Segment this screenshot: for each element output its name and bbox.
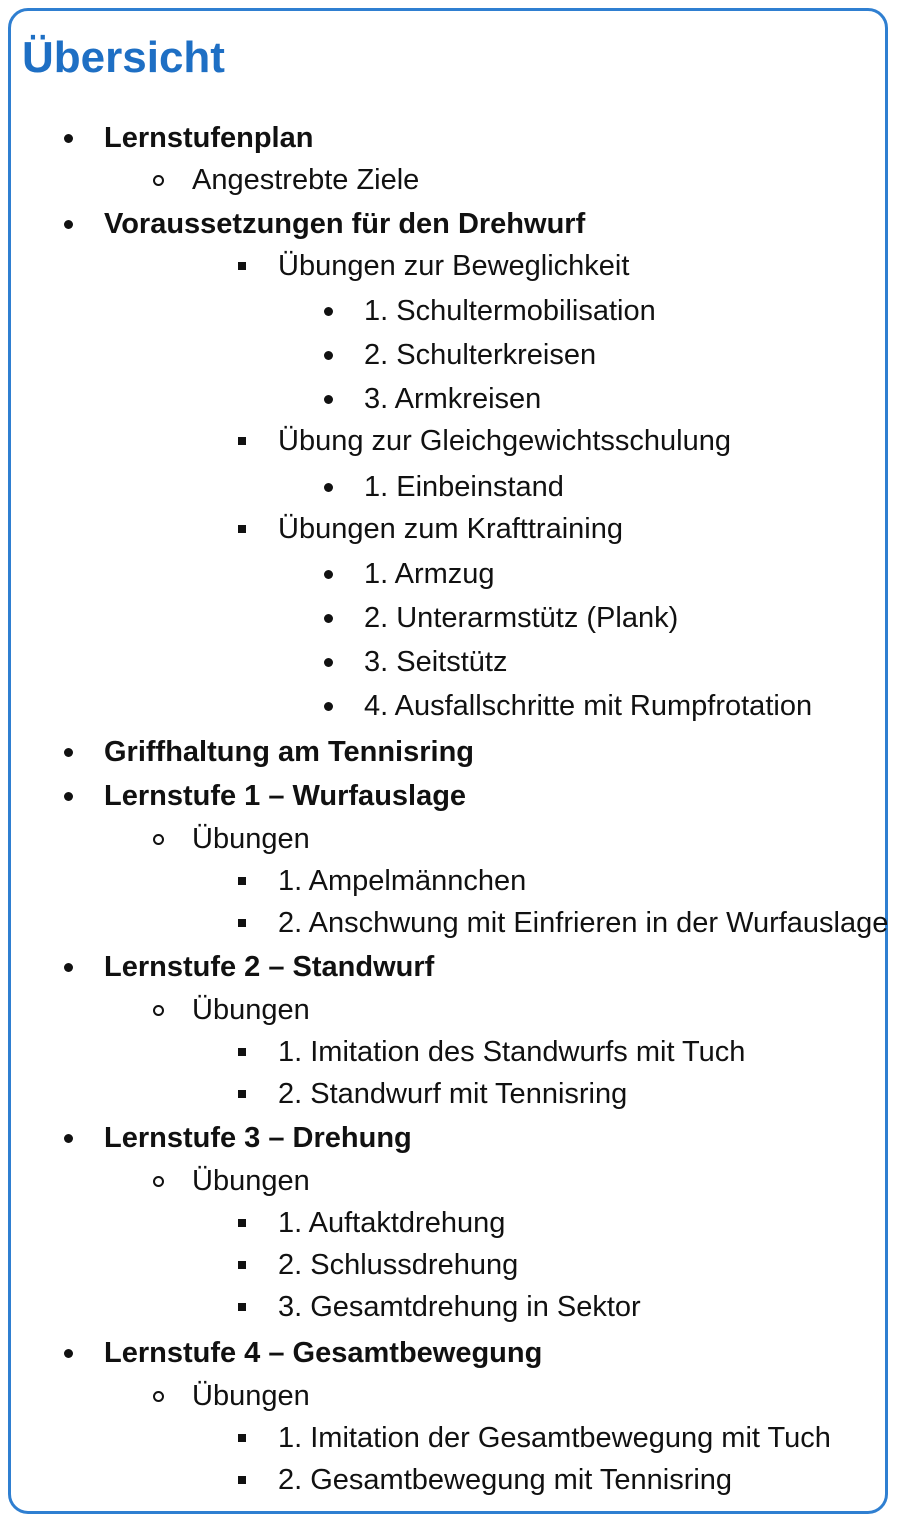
list-item-label: Übungen: [192, 1165, 310, 1197]
list-item-label: Übung zur Gleichgewichtsschulung: [278, 425, 731, 457]
list-item-label: 2. Schulterkreisen: [364, 339, 597, 371]
bullet-square-icon: [232, 421, 252, 461]
page-title: Übersicht: [22, 33, 225, 82]
bullet-square-icon: [232, 1203, 252, 1243]
bullet-dot-icon: [318, 379, 338, 419]
bullet-circle-icon: [148, 819, 168, 859]
list-item-label: Lernstufe 1 – Wurfauslage: [104, 780, 467, 812]
list-item-label: Lernstufenplan: [104, 122, 314, 154]
list-item-label: 1. Ampelmännchen: [278, 865, 527, 897]
list-item-label: Lernstufe 2 – Standwurf: [104, 951, 435, 983]
list-item-label: 1. Auftaktdrehung: [278, 1207, 506, 1239]
list-item-label: Übungen: [192, 994, 310, 1026]
list-item-label: 1. Einbeinstand: [364, 471, 564, 503]
bullet-square-icon: [232, 1418, 252, 1458]
list-item-label: Lernstufe 4 – Gesamtbewegung: [104, 1337, 543, 1369]
list-item-label: 3. Gesamtdrehung in Sektor: [278, 1291, 641, 1323]
bullet-square-icon: [232, 1245, 252, 1285]
list-item-label: 3. Seitstütz: [364, 646, 508, 678]
bullet-dot-icon: [58, 118, 78, 158]
list-item-label: 2. Standwurf mit Tennisring: [278, 1078, 628, 1110]
bullet-dot-icon: [58, 204, 78, 244]
list-item-label: Übungen zum Krafttraining: [278, 513, 623, 545]
bullet-dot-icon: [318, 598, 338, 638]
list-item-label: 2. Unterarmstütz (Plank): [364, 602, 679, 634]
bullet-dot-icon: [58, 947, 78, 987]
bullet-square-icon: [232, 509, 252, 549]
bullet-circle-icon: [148, 990, 168, 1030]
bullet-dot-icon: [318, 335, 338, 375]
bullet-circle-icon: [148, 1161, 168, 1201]
list-item-label: Lernstufe 3 – Drehung: [104, 1122, 412, 1154]
bullet-dot-icon: [58, 1118, 78, 1158]
list-item-label: Übungen zur Beweglichkeit: [278, 250, 630, 282]
bullet-square-icon: [232, 1032, 252, 1072]
list-item-label: 1. Armzug: [364, 558, 495, 590]
bullet-dot-icon: [58, 732, 78, 772]
list-item-label: 3. Armkreisen: [364, 383, 542, 415]
bullet-square-icon: [232, 1287, 252, 1327]
bullet-square-icon: [232, 903, 252, 943]
bullet-dot-icon: [318, 686, 338, 726]
list-item-label: Übungen: [192, 823, 310, 855]
list-item-label: 2. Gesamtbewegung mit Tennisring: [278, 1464, 733, 1496]
bullet-square-icon: [232, 246, 252, 286]
list-item-label: 1. Imitation des Standwurfs mit Tuch: [278, 1036, 746, 1068]
bullet-dot-icon: [318, 554, 338, 594]
bullet-square-icon: [232, 1460, 252, 1500]
bullet-dot-icon: [318, 467, 338, 507]
bullet-circle-icon: [148, 1376, 168, 1416]
list-item-label: Griffhaltung am Tennisring: [104, 736, 475, 768]
list-item-label: Angestrebte Ziele: [192, 164, 420, 196]
list-item-label: 2. Schlussdrehung: [278, 1249, 519, 1281]
list-item-label: 2. Anschwung mit Einfrieren in der Wurfauslage: [278, 907, 889, 939]
list-item-label: 1. Schultermobilisation: [364, 295, 656, 327]
list-item-label: 1. Imitation der Gesamtbewegung mit Tuch: [278, 1422, 831, 1454]
bullet-square-icon: [232, 1074, 252, 1114]
list-item-label: Übungen: [192, 1380, 310, 1412]
bullet-dot-icon: [318, 291, 338, 331]
bullet-square-icon: [232, 861, 252, 901]
bullet-dot-icon: [318, 642, 338, 682]
bullet-dot-icon: [58, 1333, 78, 1373]
bullet-circle-icon: [148, 160, 168, 200]
list-item-label: 4. Ausfallschritte mit Rumpfrotation: [364, 690, 813, 722]
bullet-dot-icon: [58, 776, 78, 816]
list-item-label: Voraussetzungen für den Drehwurf: [104, 208, 586, 240]
